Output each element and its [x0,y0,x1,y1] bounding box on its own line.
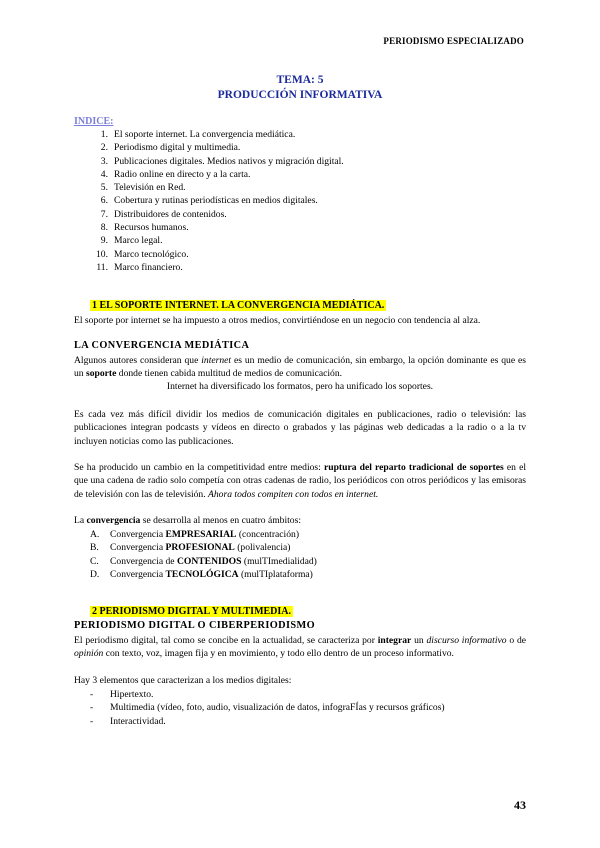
section-1-paragraph-1: Algunos autores consideran que internet es un medio de comunicación, sin embargo, la opción dominante es que es un soporte donde tienen cabida multitud de medios de comunicación. [74,355,526,380]
section-1-paragraph-2: Es cada vez más difícil dividir los medios de comunicación digitales en publicaciones, radio o televisión: las publicaciones integran podcasts y vídeos en directo o grabados y las páginas web dedicadas a la radio o a la tv incluyen noticias como las publicaciones. [74,409,526,447]
convergence-areas-list [90,528,317,581]
index-item-number: 9. [100,235,108,247]
index-item-number: 3. [100,155,108,167]
index-item [88,248,344,261]
index-item-text: Publicaciones digitales. Medios nativos y migración digital. [114,155,344,167]
index-item-text: Radio online en directo y a la carta. [114,168,251,180]
list-item-prefix: Convergencia de [110,555,177,567]
section-2-paragraph-1: El periodismo digital, tal como se concibe en la actualidad, se caracteriza por integrar un discurso informativo o de opinión con texto, voz, imagen fija y en movimiento, y todo ello dentro de un proceso informativo. [74,635,526,660]
list-item-suffix: (mulTImedialidad) [241,555,317,567]
list-item-prefix: Convergencia [110,529,166,540]
list-item-suffix: (mulTIplataforma) [238,568,313,580]
page-number: 43 [514,798,526,812]
list-item-keyword: TECNOLÓGICA [165,568,239,580]
list-item [90,701,445,714]
index-item-number: 2. [100,142,108,154]
index-item-text: Periodismo digital y multimedia. [114,142,241,154]
digital-elements-list [90,688,445,728]
convergence-subheading: LA CONVERGENCIA MEDIÁTICA [74,340,250,351]
index-item-text: Recursos humanos. [114,222,189,234]
index-item-text: El soporte internet. La convergencia mediática. [114,129,296,140]
table-of-contents [88,128,344,274]
index-item [88,155,344,168]
index-item [88,168,344,181]
running-header: PERIODISMO ESPECIALIZADO [383,36,524,46]
index-item-text: Marco tecnológico. [114,248,189,260]
index-label: INDICE: [74,116,114,127]
list-item-dash: - [90,689,94,700]
index-item-text: Televisión en Red. [114,182,186,194]
list-item [90,688,445,701]
list-item-keyword: PROFESIONAL [165,542,235,554]
index-item [88,181,344,194]
topic-number: TEMA: 5 [276,74,324,86]
list-item-letter: C. [90,555,99,567]
list-item [90,528,317,541]
section-1-center-statement: Internet ha diversificado los formatos, pero ha unificado los soportes. [166,381,434,392]
page-title: PRODUCCIÓN INFORMATIVA [217,89,383,101]
list-item-suffix: (polivalencia) [234,542,291,554]
section-1-paragraph-4: La convergencia se desarrolla al menos en cuatro ámbitos: [74,515,302,526]
index-item-text: Marco financiero. [114,261,183,273]
list-item [90,555,317,568]
section-2-heading: 2 PERIODISMO DIGITAL Y MULTIMEDIA. [92,606,292,617]
list-item-text: Multimedia (vídeo, foto, audio, visualización de datos, infograFÍas y recursos gráficos) [110,702,445,714]
index-item-number: 7. [100,208,108,220]
list-item-keyword: CONTENIDOS [176,555,242,567]
digital-journalism-subheading: PERIODISMO DIGITAL O CIBERPERIODISMO [74,620,316,631]
index-item-text: Cobertura y rutinas periodísticas en medios digitales. [114,195,318,207]
section-1-intro: El soporte por internet se ha impuesto a otros medios, convirtiéndose en un negocio con tendencia al alza. [74,315,481,326]
index-item-number: 4. [100,168,108,180]
list-item-prefix: Convergencia [110,542,166,554]
list-item-dash: - [90,702,94,714]
section-2-paragraph-2: Hay 3 elementos que caracterizan a los medios digitales: [74,675,292,686]
list-item-letter: D. [90,568,100,580]
index-item [88,221,344,234]
index-item-number: 1. [100,129,108,140]
index-item [88,261,344,274]
list-item-letter: B. [90,542,99,554]
section-1-heading: 1 EL SOPORTE INTERNET. LA CONVERGENCIA MEDIÁTICA. [92,300,385,311]
index-item-number: 11. [96,261,108,273]
index-item [88,208,344,221]
list-item-text: Hipertexto. [110,689,154,700]
index-item [88,194,344,207]
list-item-letter: A. [90,529,100,540]
index-item [88,234,344,247]
list-item [90,568,317,581]
list-item-dash: - [90,715,94,727]
index-item [88,128,344,141]
list-item [90,715,445,728]
list-item-suffix: (concentración) [236,529,300,540]
index-item-text: Marco legal. [114,235,163,247]
index-item-number: 5. [100,182,108,194]
index-item-text: Distribuidores de contenidos. [114,208,227,220]
list-item [90,541,317,554]
index-item [88,141,344,154]
list-item-prefix: Convergencia [110,568,166,580]
section-1-paragraph-3: Se ha producido un cambio en la competitividad entre medios: ruptura del reparto tradicional de soportes en el que una cadena de radio solo competía con otras cadenas de radio, los periódicos con otros periódicos y las emisoras de televisión con las de televisión. Ahora todos compiten con todos en internet. [74,462,526,500]
index-item-number: 6. [100,195,108,207]
list-item-keyword: EMPRESARIAL [165,529,237,540]
index-item-number: 10. [96,248,108,260]
index-item-number: 8. [100,222,108,234]
list-item-text: Interactividad. [110,715,166,727]
